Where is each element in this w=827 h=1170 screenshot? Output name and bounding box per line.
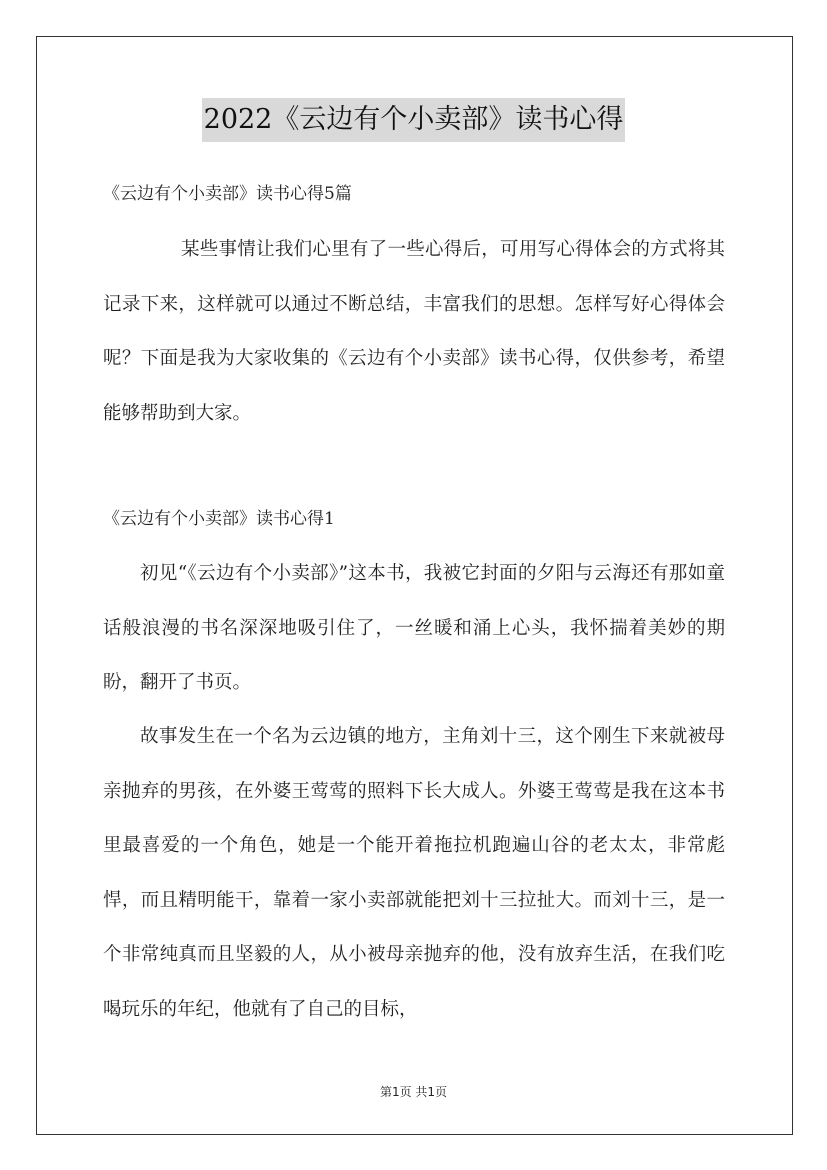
body-paragraph-2: 故事发生在一个名为云边镇的地方，主角刘十三，这个刚生下来就被母亲抛弃的男孩，在外婆王莺莺的照料下长大成人。外婆王莺莺是我在这本书里最喜爱的一个角色，她是一个能开着拖拉机跑遍山谷的老太太，非常彪悍，而且精明能干，靠着一家小卖部就能把刘十三拉扯大。而刘十三，是一个非常纯真而且坚毅的人，从小被母亲抛弃的他，没有放弃生活，在我们吃喝玩乐的年纪，他就有了自己的目标，: [103, 726, 725, 1020]
section-heading: 《云边有个小卖部》读书心得1: [103, 509, 335, 529]
page-footer: 第1页 共1页: [379, 1085, 448, 1099]
body-paragraph-1: 初见“《云边有个小卖部》”这本书，我被它封面的夕阳与云海还有那如童话般浪漫的书名深深地吸引住了，一丝暖和涌上心头，我怀揣着美妙的期盼，翻开了书页。: [103, 563, 725, 693]
document-title: 2022《云边有个小卖部》读书心得: [202, 98, 626, 142]
title-container: [0, 98, 827, 142]
document-subtitle: 《云边有个小卖部》读书心得5篇: [103, 184, 352, 204]
intro-paragraph: 某些事情让我们心里有了一些心得后，可用写心得体会的方式将其记录下来，这样就可以通过不断总结，丰富我们的思想。怎样写好心得体会呢？下面是我为大家收集的《云边有个小卖部》读书心得，仅供参考，希望能够帮助到大家。: [103, 239, 725, 424]
